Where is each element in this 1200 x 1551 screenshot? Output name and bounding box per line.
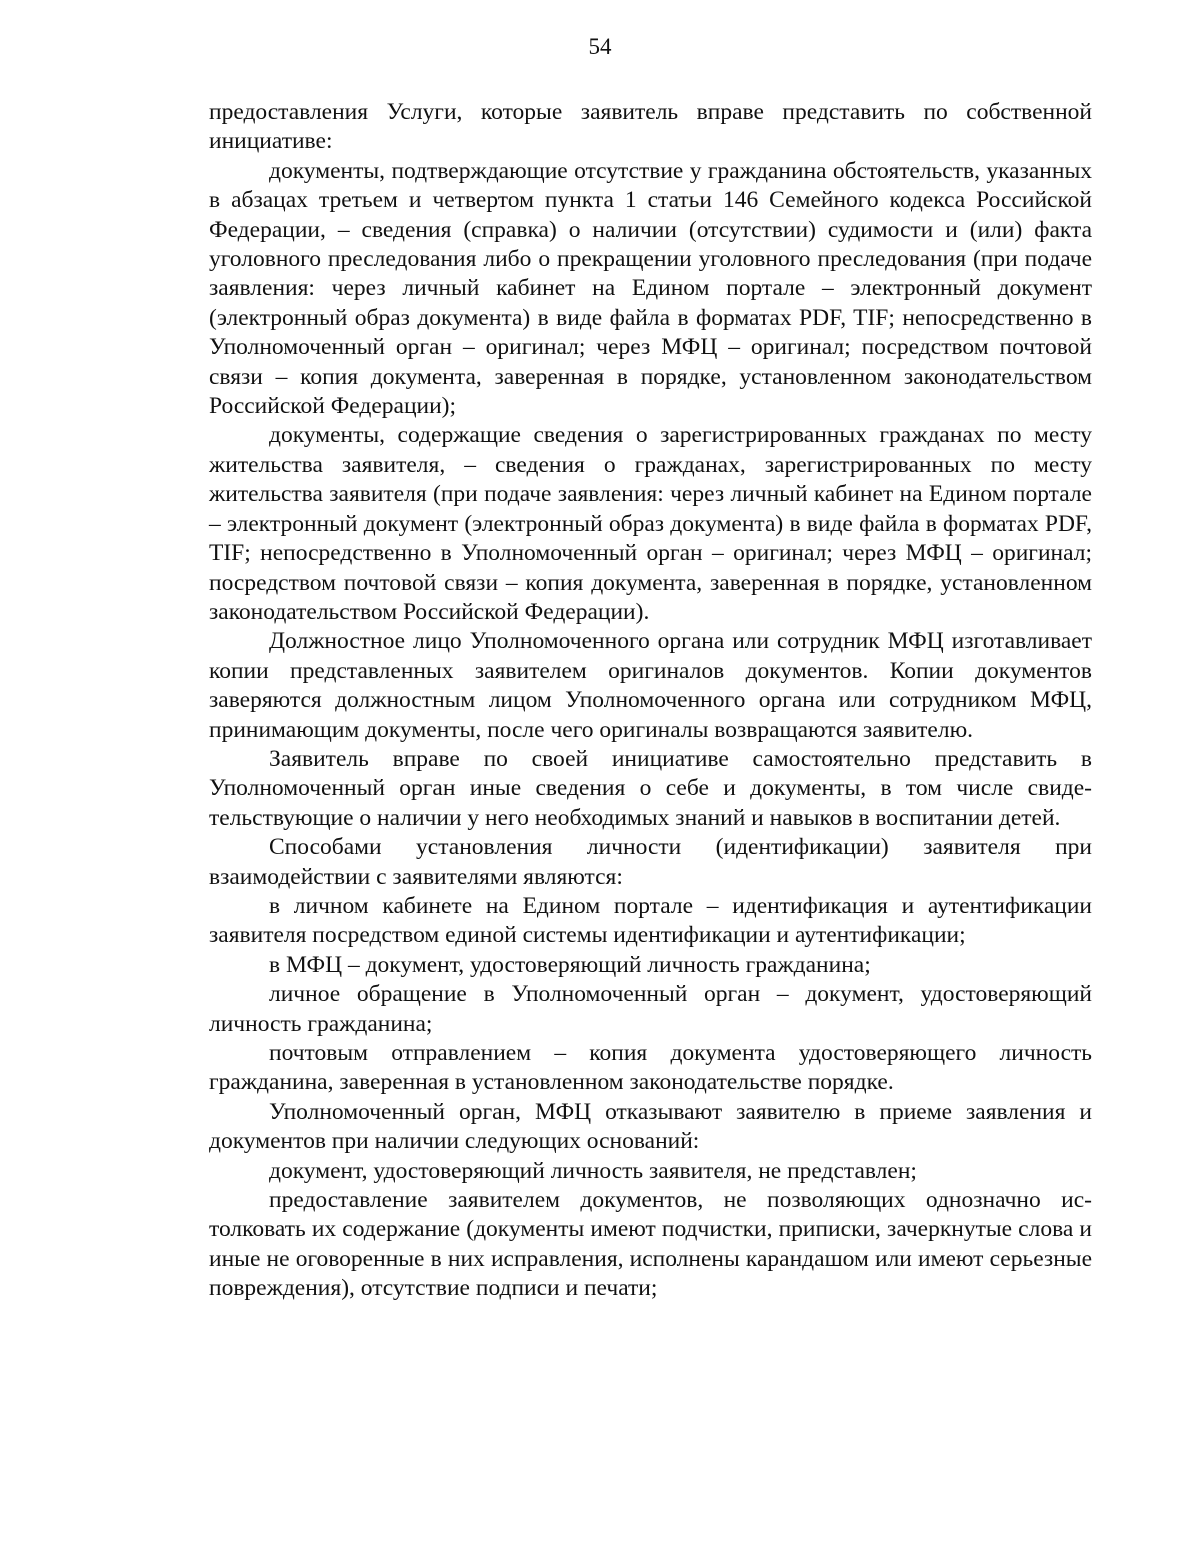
paragraph-13: предоставление заявителем документов, не позволяющих однозначно истолковать их содержание (документы имеют подчистки, приписки, зачеркнутые слова и иные не оговоренные в них исправления, исполнены карандашом или имеют серьезные повреждения), отсутствие подписи и печати; bbox=[209, 1187, 1092, 1302]
paragraph-8: в МФЦ – документ, удостоверяющий личность гражданина; bbox=[269, 951, 871, 978]
paragraph-3: документы, содержащие сведения о зарегистрированных гражданах по месту жительства заявителя, – сведения о гражданах, зарегистрированных по месту жительства заявителя (при подаче заявления: через личный кабинет на Едином портале – электронный документ (электронный образ документа) в виде файла в форматах PDF, TIF; непосредственно в Уполномоченный орган – оригинал; через МФЦ – оригинал; посредством почтовой связи – копия документа, заверенная в порядке, установленном законодательством Российской Федерации). bbox=[209, 422, 1092, 625]
paragraph-10: почтовым отправлением – копия документа удостоверяющего личность гражданина, заверенная в установленном законодательстве порядке. bbox=[209, 1040, 1092, 1096]
document-body bbox=[209, 98, 1092, 1304]
paragraph-4: Должностное лицо Уполномоченного органа или сотрудник МФЦ изготавливает копии представленных заявителем оригиналов документов. Копии документов заверяются должностным лицом Уполномоченного органа или сотрудником МФЦ, принимающим документы, после чего оригиналы возвращаются заявителю. bbox=[209, 628, 1092, 743]
paragraph-11: Уполномоченный орган, МФЦ отказывают заявителю в приеме заявления и документов при наличии следующих оснований: bbox=[209, 1098, 1092, 1155]
paragraph-7: в личном кабинете на Едином портале – идентификация и аутентификации заявителя посредством единой системы идентификации и аутентификации; bbox=[209, 892, 1092, 949]
paragraph-1: предоставления Услуги, которые заявитель вправе представить по собственной инициативе: bbox=[209, 99, 1092, 155]
paragraph-12: документ, удостоверяющий личность заявителя, не представлен; bbox=[269, 1157, 917, 1184]
paragraph-2: документы, подтверждающие отсутствие у гражданина обстоятельств, указанных в абзацах третьем и четвертом пункта 1 статьи 146 Семейного кодекса Российской Федерации, – сведения (справка) о наличии (отсутствии) судимости и (или) факта уголовного преследования либо о прекращении уголовного преследования (при подаче заявления: через личный кабинет на Едином портале – электронный документ (электронный образ документа) в виде файла в форматах PDF, TIF; непосредственно в Уполномоченный орган – оригинал; через МФЦ – оригинал; посредством почтовой связи – копия документа, заверенная в порядке, установленном законодательством Российской Федерации); bbox=[209, 157, 1092, 420]
page-number: 54 bbox=[588, 34, 612, 59]
paragraph-9: личное обращение в Уполномоченный орган – документ, удостоверяющий личность гражданина; bbox=[209, 981, 1092, 1037]
paragraph-6: Способами установления личности (идентификации) заявителя при взаимодействии с заявителями являются: bbox=[209, 834, 1092, 890]
paragraph-5: Заявитель вправе по своей инициативе самостоятельно представить в Уполномоченный орган иные сведения о себе и документы, в том числе свидетельствующие о наличии у него необходимых знаний и навыков в воспитании детей. bbox=[209, 745, 1092, 831]
